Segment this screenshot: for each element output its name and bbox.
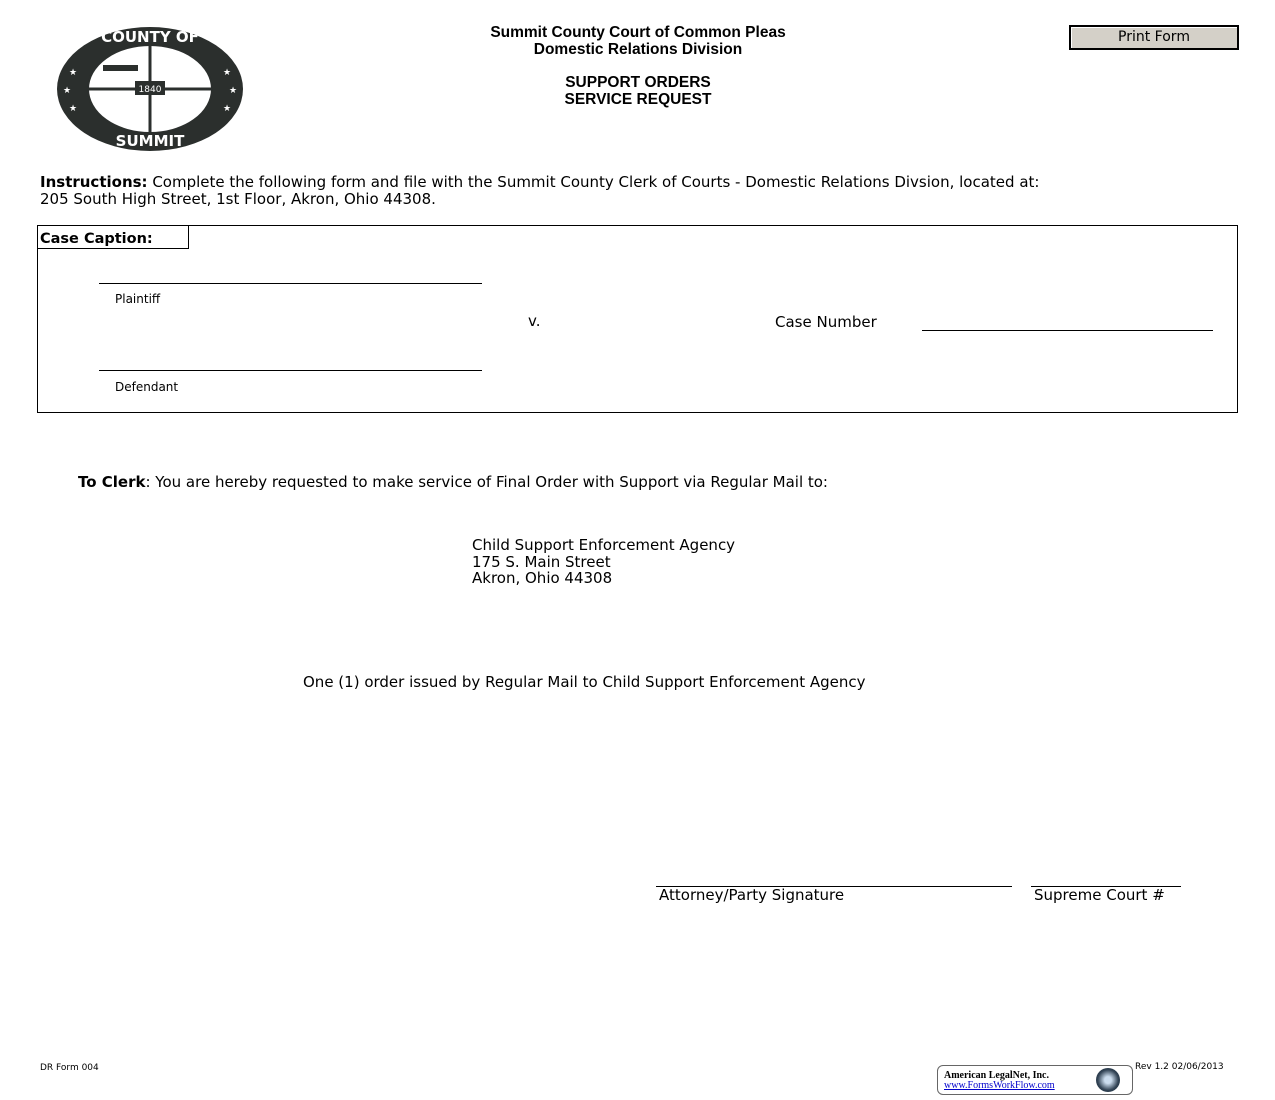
form-number: DR Form 004 xyxy=(40,1063,99,1073)
svg-text:★: ★ xyxy=(69,68,78,78)
order-note: One (1) order issued by Regular Mail to Child Support Enforcement Agency xyxy=(303,673,866,691)
svg-text:★: ★ xyxy=(223,104,232,114)
plaintiff-field[interactable] xyxy=(99,283,482,284)
court-name: Summit County Court of Common Pleas xyxy=(490,24,786,41)
to-clerk-text xyxy=(78,473,828,491)
svg-text:★: ★ xyxy=(63,86,72,96)
svg-text:★: ★ xyxy=(223,68,232,78)
address-line-1: Child Support Enforcement Agency xyxy=(472,536,736,554)
revision-date: Rev 1.2 02/06/2013 xyxy=(1135,1062,1224,1072)
instructions-label: Instructions: xyxy=(40,173,148,191)
seal-bottom-text: SUMMIT xyxy=(115,132,185,150)
supreme-court-label: Supreme Court # xyxy=(1034,886,1165,904)
form-title-1: SUPPORT ORDERS xyxy=(565,74,711,91)
svg-text:★: ★ xyxy=(229,86,238,96)
svg-text:★: ★ xyxy=(69,104,78,114)
aln-url-link[interactable]: www.FormsWorkFlow.com xyxy=(944,1080,1055,1091)
division-name: Domestic Relations Division xyxy=(533,41,743,58)
form-title-2: SERVICE REQUEST xyxy=(564,91,712,108)
american-legalnet-badge xyxy=(937,1065,1133,1095)
seal-year: 1840 xyxy=(138,85,162,95)
case-number-label: Case Number xyxy=(775,313,877,331)
instructions-line2: 205 South High Street, 1st Floor, Akron, Ohio 44308. xyxy=(40,190,436,208)
to-clerk-label: To Clerk xyxy=(78,473,146,491)
address-line-3: Akron, Ohio 44308 xyxy=(472,569,613,587)
to-clerk-request: : You are hereby requested to make service of Final Order with Support via Regular Mail to: xyxy=(145,473,828,491)
globe-icon xyxy=(1096,1068,1120,1092)
instructions-text: Complete the following form and file with the Summit County Clerk of Courts - Domestic Relations Divsion, located at: xyxy=(147,173,1040,191)
defendant-label: Defendant xyxy=(115,380,179,394)
county-seal-logo xyxy=(55,25,245,153)
defendant-field[interactable] xyxy=(99,370,482,371)
case-caption-label: Case Caption: xyxy=(37,226,189,249)
address-line-2: 175 S. Main Street xyxy=(472,553,611,571)
seal-top-text: COUNTY OF xyxy=(101,28,199,46)
versus-label: v. xyxy=(528,312,541,330)
aln-name: American LegalNet, Inc. xyxy=(944,1070,1049,1081)
case-caption-box xyxy=(37,225,1238,413)
instructions-line1 xyxy=(40,173,1039,191)
plaintiff-label: Plaintiff xyxy=(115,292,161,306)
case-number-field[interactable] xyxy=(922,330,1213,331)
print-form-button[interactable]: Print Form xyxy=(1069,25,1239,50)
signature-label: Attorney/Party Signature xyxy=(659,886,845,904)
